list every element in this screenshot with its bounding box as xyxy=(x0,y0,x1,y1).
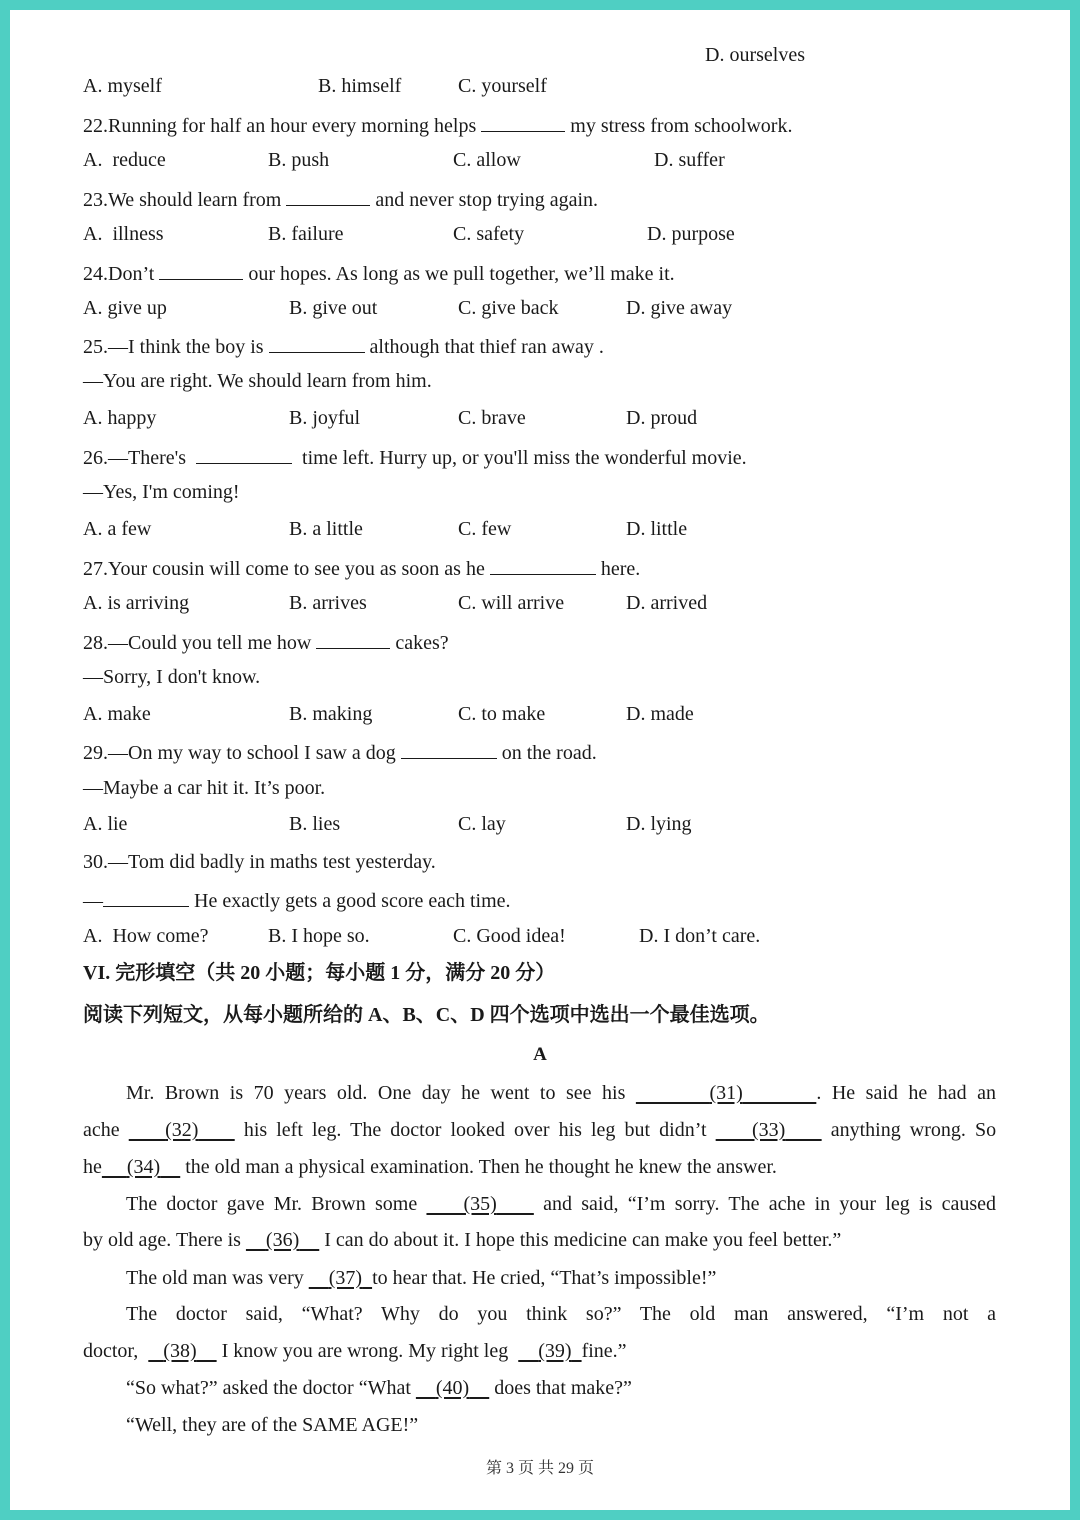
q30-reply xyxy=(83,886,511,913)
passage-line-5 xyxy=(83,1228,996,1252)
q21-option-a: A. myself xyxy=(83,75,162,97)
passage-line-9 xyxy=(83,1376,996,1400)
q25-text-after: although that thief ran away . xyxy=(369,336,604,358)
q27-text-after: here. xyxy=(600,558,641,580)
q28-text-before: 28.—Could you tell me how xyxy=(83,632,312,654)
q23-option-c: C. safety xyxy=(453,223,525,245)
passage-line-10: “Well, they are of the SAME AGE!” xyxy=(126,1414,419,1436)
blank-32-label: (32) xyxy=(165,1119,199,1141)
passage-text: Mr. Brown is 70 years old. One day he went to see his xyxy=(126,1082,626,1104)
q22-text-before: 22.Running for half an hour every morning helps xyxy=(83,115,477,137)
q24-stem xyxy=(83,259,675,286)
q29-option-a: A. lie xyxy=(83,813,128,835)
passage-text: does that make?” xyxy=(494,1377,632,1399)
q29-stem xyxy=(83,738,597,765)
passage-text: his left leg. The doctor looked over his leg but didn’t xyxy=(243,1119,707,1141)
blank-31-label: (31) xyxy=(709,1082,743,1104)
q25-option-b: B. joyful xyxy=(289,407,361,429)
passage-line-6 xyxy=(83,1266,996,1290)
q24-text-after: our hopes. As long as we pull together, we’ll make it. xyxy=(248,263,675,285)
q30-dash: — xyxy=(83,890,103,912)
q28-option-d: D. made xyxy=(626,703,694,725)
passage-text: I can do about it. I hope this medicine can make you feel better.” xyxy=(324,1229,842,1251)
blank-39 xyxy=(518,1340,581,1362)
q23-option-d: D. purpose xyxy=(647,223,735,245)
q24-blank xyxy=(159,259,243,280)
blank-36-label: (36) xyxy=(265,1229,300,1251)
blank-38-label: (38) xyxy=(163,1340,197,1362)
q25-option-a: A. happy xyxy=(83,407,157,429)
blank-32 xyxy=(129,1119,235,1141)
blank-33-label: (33) xyxy=(751,1119,786,1141)
passage-text: “So what?” asked the doctor “What xyxy=(126,1377,411,1399)
q24-option-b: B. give out xyxy=(289,297,378,319)
q30-reply-text: He exactly gets a good score each time. xyxy=(194,890,511,912)
section-instruction: 阅读下列短文，从每小题所给的 A、B、C、D 四个选项中选出一个最佳选项。 xyxy=(83,1004,770,1026)
q24-option-a: A. give up xyxy=(83,297,167,319)
q22-text-after: my stress from schoolwork. xyxy=(570,115,793,137)
passage-text: anything wrong. So xyxy=(830,1119,997,1141)
blank-34-label: (34) xyxy=(126,1156,161,1178)
q22-option-c: C. allow xyxy=(453,149,521,171)
q25-reply: —You are right. We should learn from him. xyxy=(83,370,432,392)
blank-40-label: (40) xyxy=(435,1377,470,1399)
q22-blank xyxy=(481,111,565,132)
passage-text: I know you are wrong. My right leg xyxy=(221,1340,509,1362)
q29-blank xyxy=(401,738,497,759)
passage-text: The doctor said, “What? Why do you think so?” The old man answered, “I’m not a xyxy=(126,1303,996,1325)
q27-option-a: A. is arriving xyxy=(83,592,190,614)
q29-option-b: B. lies xyxy=(289,813,341,835)
q29-reply: —Maybe a car hit it. It’s poor. xyxy=(83,777,326,799)
passage-line-2 xyxy=(83,1118,996,1142)
q24-option-c: C. give back xyxy=(458,297,559,319)
passage-text: . He said he had an xyxy=(816,1082,997,1104)
q22-option-a: A. reduce xyxy=(83,149,166,171)
q25-option-d: D. proud xyxy=(626,407,698,429)
q27-option-d: D. arrived xyxy=(626,592,708,614)
q26-option-a: A. a few xyxy=(83,518,152,540)
q23-blank xyxy=(286,185,370,206)
passage-text: doctor, xyxy=(83,1340,139,1362)
q27-blank xyxy=(490,554,596,575)
q23-option-b: B. failure xyxy=(268,223,344,245)
q26-option-c: C. few xyxy=(458,518,512,540)
passage-text: to hear that. He cried, “That’s impossible!” xyxy=(372,1267,717,1289)
blank-37-label: (37) xyxy=(328,1267,363,1289)
blank-31 xyxy=(636,1082,816,1104)
q21-option-b: B. himself xyxy=(318,75,402,97)
q22-option-d: D. suffer xyxy=(654,149,725,171)
q29-option-c: C. lay xyxy=(458,813,506,835)
passage-line-3 xyxy=(83,1155,996,1179)
q24-text-before: 24.Don’t xyxy=(83,263,155,285)
q26-option-b: B. a little xyxy=(289,518,363,540)
q28-option-c: C. to make xyxy=(458,703,546,725)
q26-option-d: D. little xyxy=(626,518,688,540)
blank-39-label: (39) xyxy=(538,1340,572,1362)
q30-option-d: D. I don’t care. xyxy=(639,925,761,947)
passage-line-4 xyxy=(83,1192,996,1216)
passage-text: by old age. There is xyxy=(83,1229,241,1251)
passage-text: the old man a physical examination. Then he thought he knew the answer. xyxy=(185,1156,777,1178)
q30-option-b: B. I hope so. xyxy=(268,925,370,947)
passage-text: he xyxy=(83,1156,102,1178)
passage-text: fine.” xyxy=(581,1340,627,1362)
q24-option-d: D. give away xyxy=(626,297,733,319)
q28-stem xyxy=(83,628,449,655)
page-footer: 第 3 页 共 29 页 xyxy=(485,1460,594,1477)
q30-option-a: A. How come? xyxy=(83,925,209,947)
passage-text: The old man was very xyxy=(126,1267,304,1289)
passage-label: A xyxy=(533,1044,547,1065)
q25-option-c: C. brave xyxy=(458,407,526,429)
q28-option-a: A. make xyxy=(83,703,151,725)
q22-option-b: B. push xyxy=(268,149,330,171)
passage-line-8 xyxy=(83,1339,996,1363)
q26-blank xyxy=(196,443,292,464)
q21-option-d: D. ourselves xyxy=(705,44,805,66)
q22-stem xyxy=(83,111,792,138)
q28-text-after: cakes? xyxy=(395,632,449,654)
blank-35 xyxy=(426,1193,533,1215)
q26-reply: —Yes, I'm coming! xyxy=(83,481,240,503)
q28-blank xyxy=(316,628,390,649)
q25-blank xyxy=(269,332,365,353)
q28-option-b: B. making xyxy=(289,703,373,725)
blank-34 xyxy=(102,1156,180,1178)
q26-text-after: time left. Hurry up, or you'll miss the wonderful movie. xyxy=(302,447,747,469)
blank-40 xyxy=(416,1377,489,1399)
q30-stem: 30.—Tom did badly in maths test yesterday. xyxy=(83,851,436,873)
exam-page xyxy=(10,10,1070,1510)
q23-text-before: 23.We should learn from xyxy=(83,189,282,211)
q27-stem xyxy=(83,554,640,581)
blank-35-label: (35) xyxy=(463,1193,497,1215)
q27-text-before: 27.Your cousin will come to see you as soon as he xyxy=(83,558,485,580)
blank-33 xyxy=(716,1119,822,1141)
q25-text-before: 25.—I think the boy is xyxy=(83,336,264,358)
q23-text-after: and never stop trying again. xyxy=(375,189,599,211)
q23-option-a: A. illness xyxy=(83,223,164,245)
q26-text-before: 26.—There's xyxy=(83,447,187,469)
q21-option-c: C. yourself xyxy=(458,75,547,97)
q29-text-before: 29.—On my way to school I saw a dog xyxy=(83,742,396,764)
passage-line-1 xyxy=(83,1081,996,1105)
q28-reply: —Sorry, I don't know. xyxy=(83,666,261,688)
q30-option-c: C. Good idea! xyxy=(453,925,566,947)
q27-option-b: B. arrives xyxy=(289,592,367,614)
q23-stem xyxy=(83,185,598,212)
blank-38 xyxy=(148,1340,216,1362)
q30-blank xyxy=(103,886,189,907)
q29-text-after: on the road. xyxy=(501,742,597,764)
blank-36 xyxy=(246,1229,319,1251)
q29-option-d: D. lying xyxy=(626,813,692,835)
passage-text: and said, “I’m sorry. The ache in your leg is caused xyxy=(543,1193,997,1215)
passage-line-7 xyxy=(83,1302,996,1326)
blank-37 xyxy=(309,1267,372,1289)
q26-stem xyxy=(83,443,747,470)
q25-stem xyxy=(83,332,604,359)
passage-text: The doctor gave Mr. Brown some xyxy=(126,1193,418,1215)
q27-option-c: C. will arrive xyxy=(458,592,565,614)
passage-text: ache xyxy=(83,1119,120,1141)
section-heading: VI. 完形填空（共 20 小题；每小题 1 分，满分 20 分） xyxy=(83,962,556,984)
